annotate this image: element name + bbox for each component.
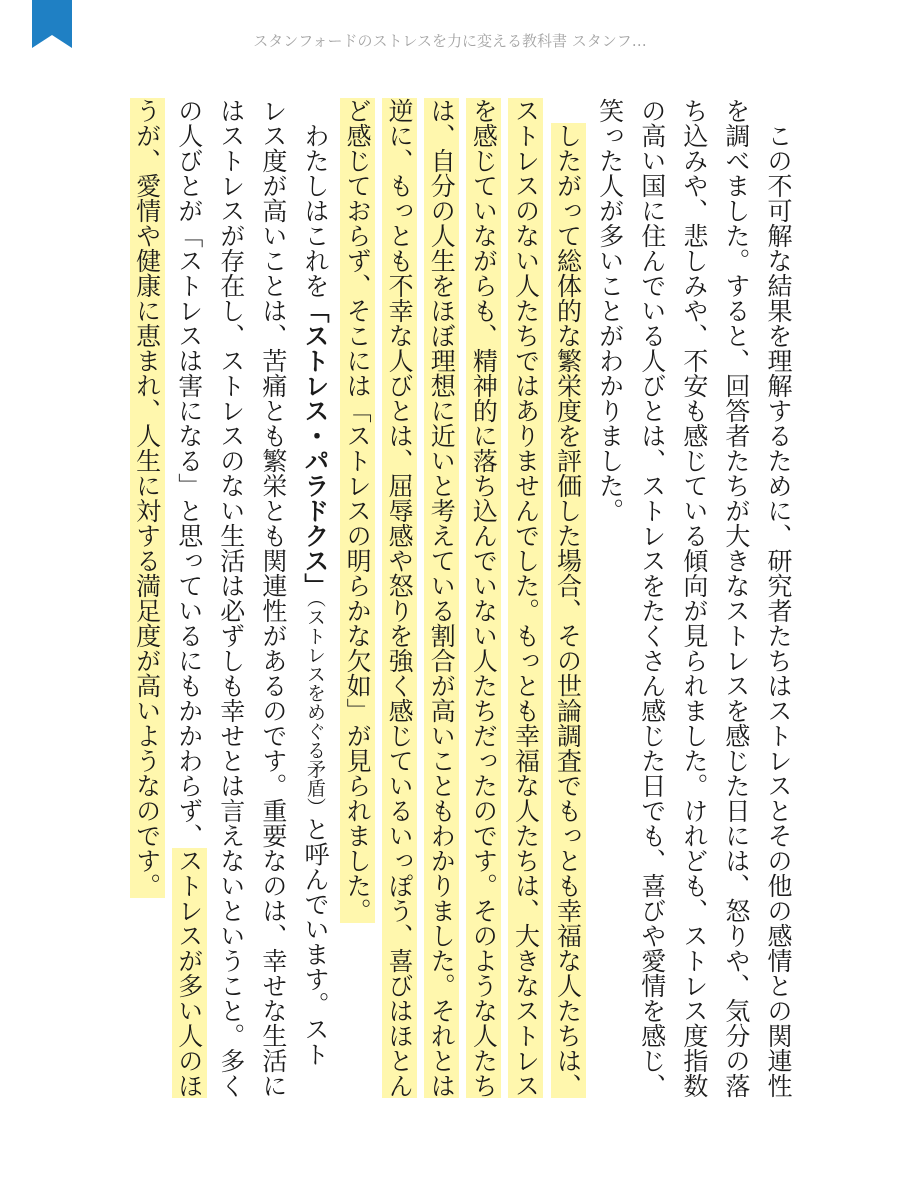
body-text: わたしはこれを	[300, 123, 330, 298]
text-column	[757, 98, 799, 1108]
bookmark-ribbon-shape	[32, 0, 72, 48]
highlighted-text[interactable]: を感じていながらも、精神的に落ち込んでいない人たちだったのです。そのような人たち	[466, 98, 501, 1098]
highlighted-text[interactable]: ストレスが多い人のほ	[172, 848, 207, 1098]
body-text: と呼んでいます。スト	[300, 816, 330, 1067]
highlighted-text[interactable]: ど感じておらず、そこには「ストレスの明らかな欠如」が見られました。	[340, 98, 375, 923]
text-column	[294, 98, 336, 1108]
text-column	[589, 98, 631, 1108]
bold-term-text: 「ストレス・パラドクス」	[300, 298, 330, 598]
highlighted-text[interactable]: したがって総体的な繁栄度を評価した場合、その世論調査でもっとも幸福な人たちは、	[551, 123, 586, 1098]
text-column	[631, 98, 673, 1108]
text-column	[462, 98, 504, 1108]
highlighted-text[interactable]: は、自分の人生をほぼ理想に近いと考えている割合が高いこともわかりました。それとは	[424, 98, 459, 1098]
body-text: ち込みや、悲しみや、不安も感じている傾向が見られました。けれども、ストレス度指数	[679, 98, 709, 1098]
body-text: 笑った人が多いことがわかりました。	[595, 98, 625, 523]
annotation-text: （ストレスをめぐる矛盾）	[303, 598, 326, 817]
highlighted-text[interactable]: ストレスのない人たちではありませんでした。もっとも幸福な人たちは、大きなストレス	[508, 98, 543, 1098]
text-column	[378, 98, 420, 1108]
body-text: の高い国に住んでいる人びとは、ストレスをたくさん感じた日でも、喜びや愛情を感じ、	[637, 98, 667, 1098]
text-column	[504, 98, 546, 1108]
text-column	[336, 98, 378, 1108]
text-column	[210, 98, 252, 1108]
text-column	[715, 98, 757, 1108]
highlighted-text[interactable]: 逆に、もっとも不幸な人びとは、屈辱感や怒りを強く感じているいっぽう、喜びはほとん	[382, 98, 417, 1098]
text-column	[420, 98, 462, 1108]
text-column	[546, 98, 588, 1108]
text-area	[125, 98, 799, 1108]
text-column	[673, 98, 715, 1108]
text-column	[168, 98, 210, 1108]
body-text: レス度が高いことは、苦痛とも繁栄とも関連性があるのです。重要なのは、幸せな生活に	[258, 98, 288, 1098]
body-text: はストレスが存在し、ストレスのない生活は必ずしも幸せとは言えないということ。多く	[216, 98, 246, 1098]
text-column	[252, 98, 294, 1108]
body-text: の人びとが「ストレスは害になる」と思っているにもかかわらず、	[174, 98, 204, 848]
body-text: この不可解な結果を理解するために、研究者たちはストレスとその他の感情との関連性	[764, 123, 793, 1098]
book-title-header: スタンフォードのストレスを力に変える教科書 スタンフ…	[253, 32, 647, 50]
highlighted-text[interactable]: うが、愛情や健康に恵まれ、人生に対する満足度が高いようなのです。	[130, 98, 165, 898]
body-text: を調べました。すると、回答者たちが大きなストレスを感じた日には、怒りや、気分の落	[721, 98, 751, 1098]
text-column	[126, 98, 168, 1108]
bookmark-icon[interactable]	[32, 0, 72, 48]
